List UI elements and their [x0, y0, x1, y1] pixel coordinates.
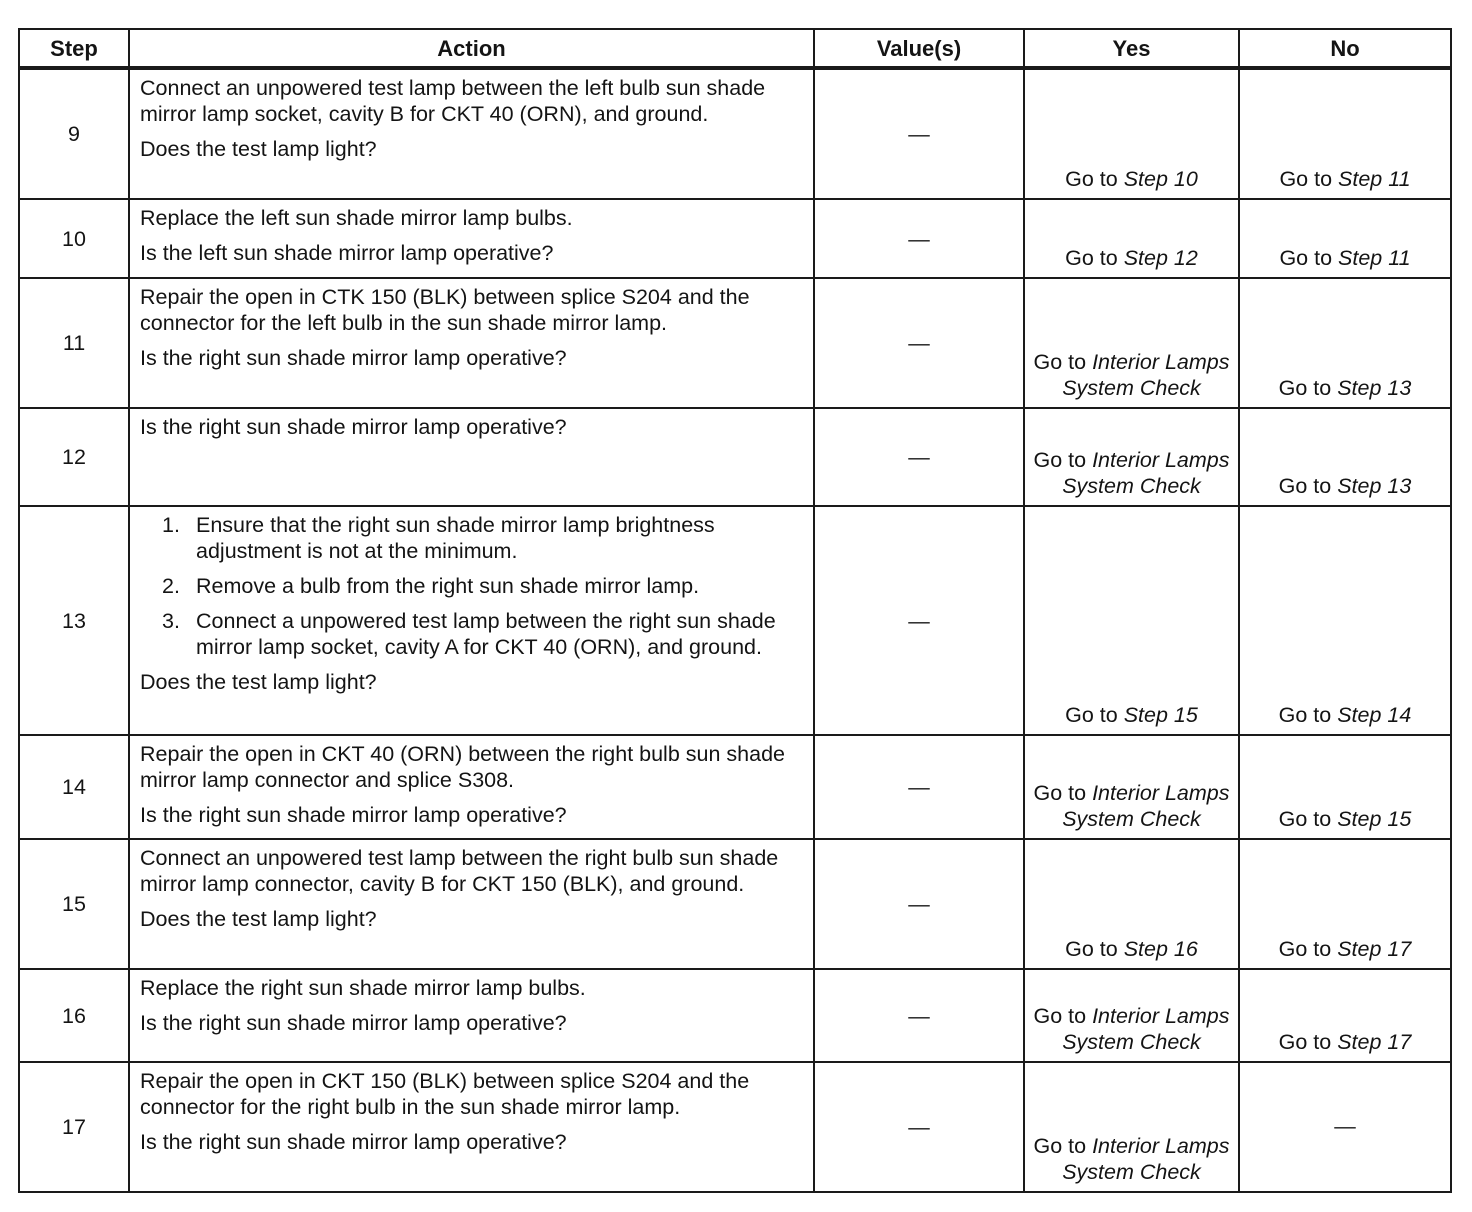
- no-cell: [1239, 408, 1451, 506]
- value-cell: —: [814, 408, 1024, 506]
- yes-prefix: Go to: [1065, 246, 1124, 270]
- action-text: Repair the open in CTK 150 (BLK) between splice S204 and the connector for the left bulb in the sun shade mirror lamp.: [140, 285, 750, 335]
- list-number: 3.: [162, 609, 180, 633]
- list-text: Ensure that the right sun shade mirror lamp brightness adjustment is not at the minimum.: [196, 513, 715, 563]
- no-target-link[interactable]: Step 11: [1338, 167, 1411, 191]
- no-prefix: Go to: [1278, 807, 1338, 831]
- no-target-link[interactable]: Step 17: [1337, 937, 1412, 961]
- no-prefix: Go to: [1279, 167, 1339, 191]
- list-text: Connect a unpowered test lamp between the right sun shade mirror lamp socket, cavity A for CKT 40 (ORN), and ground.: [196, 609, 776, 659]
- no-cell: [1239, 1062, 1451, 1192]
- action-question: Is the left sun shade mirror lamp operative?: [140, 241, 554, 265]
- yes-cell: [1024, 839, 1239, 969]
- action-question: Does the test lamp light?: [140, 137, 377, 161]
- yes-target-link[interactable]: Step 12: [1123, 246, 1198, 270]
- value-cell: —: [814, 969, 1024, 1062]
- table-row: [19, 408, 1451, 506]
- diagnostic-table-container: [18, 28, 1450, 1193]
- no-cell: [1239, 68, 1451, 199]
- value-cell: —: [814, 278, 1024, 408]
- table-row: [19, 68, 1451, 199]
- yes-target-link[interactable]: Interior Lamps System Check: [1062, 448, 1230, 498]
- header-yes: Yes: [1024, 29, 1239, 68]
- step-number: 10: [19, 199, 129, 278]
- list-item: [162, 512, 803, 564]
- table-row: [19, 278, 1451, 408]
- action-cell: [129, 408, 814, 506]
- value-cell: —: [814, 1062, 1024, 1192]
- yes-prefix: Go to: [1065, 703, 1124, 727]
- no-prefix: Go to: [1279, 246, 1339, 270]
- yes-target-link[interactable]: Interior Lamps System Check: [1062, 1004, 1230, 1054]
- yes-cell: [1024, 199, 1239, 278]
- action-question: Is the right sun shade mirror lamp operative?: [140, 1011, 567, 1035]
- no-prefix: Go to: [1278, 1030, 1338, 1054]
- action-text: Repair the open in CKT 40 (ORN) between the right bulb sun shade mirror lamp connector and splice S308.: [140, 742, 785, 792]
- table-row: [19, 969, 1451, 1062]
- no-target-link[interactable]: Step 15: [1337, 807, 1412, 831]
- header-action: Action: [129, 29, 814, 68]
- yes-cell: [1024, 735, 1239, 839]
- action-cell: [129, 839, 814, 969]
- step-number: 14: [19, 735, 129, 839]
- action-text: Connect an unpowered test lamp between the left bulb sun shade mirror lamp socket, cavity B for CKT 40 (ORN), and ground.: [140, 76, 766, 126]
- yes-cell: [1024, 1062, 1239, 1192]
- step-number: 15: [19, 839, 129, 969]
- table-row: [19, 506, 1451, 735]
- yes-target-link[interactable]: Step 16: [1123, 937, 1198, 961]
- action-cell: [129, 969, 814, 1062]
- list-number: 1.: [162, 513, 180, 537]
- yes-prefix: Go to: [1033, 1134, 1093, 1158]
- action-cell: [129, 68, 814, 199]
- table-row: [19, 735, 1451, 839]
- step-number: 16: [19, 969, 129, 1062]
- header-no: No: [1239, 29, 1451, 68]
- no-dash: —: [1334, 1114, 1356, 1138]
- no-target-link[interactable]: Step 11: [1338, 246, 1411, 270]
- list-number: 2.: [162, 574, 180, 598]
- yes-prefix: Go to: [1065, 937, 1124, 961]
- action-cell: [129, 278, 814, 408]
- action-cell: [129, 1062, 814, 1192]
- value-cell: —: [814, 839, 1024, 969]
- yes-target-link[interactable]: Step 15: [1123, 703, 1198, 727]
- yes-prefix: Go to: [1065, 167, 1124, 191]
- table-row: [19, 199, 1451, 278]
- no-cell: [1239, 839, 1451, 969]
- list-text: Remove a bulb from the right sun shade mirror lamp.: [196, 574, 700, 598]
- action-text: Replace the left sun shade mirror lamp bulbs.: [140, 206, 573, 230]
- action-question: Is the right sun shade mirror lamp operative?: [140, 346, 567, 370]
- value-cell: —: [814, 735, 1024, 839]
- no-cell: [1239, 199, 1451, 278]
- no-target-link[interactable]: Step 13: [1337, 474, 1412, 498]
- no-prefix: Go to: [1278, 474, 1338, 498]
- yes-cell: [1024, 408, 1239, 506]
- no-cell: [1239, 969, 1451, 1062]
- table-header-row: [19, 29, 1451, 68]
- list-item: [162, 608, 803, 660]
- list-item: [162, 573, 803, 599]
- step-number: 11: [19, 278, 129, 408]
- no-cell: [1239, 735, 1451, 839]
- action-question: Is the right sun shade mirror lamp operative?: [140, 803, 567, 827]
- step-number: 12: [19, 408, 129, 506]
- header-values: Value(s): [814, 29, 1024, 68]
- action-question: Does the test lamp light?: [140, 670, 377, 694]
- action-cell: [129, 735, 814, 839]
- yes-target-link[interactable]: Interior Lamps System Check: [1062, 350, 1230, 400]
- table-row: [19, 839, 1451, 969]
- step-number: 13: [19, 506, 129, 735]
- no-target-link[interactable]: Step 13: [1337, 376, 1412, 400]
- action-text: Connect an unpowered test lamp between the right bulb sun shade mirror lamp connector, cavity B for CKT 150 (BLK), and ground.: [140, 846, 779, 896]
- yes-cell: [1024, 506, 1239, 735]
- value-cell: —: [814, 506, 1024, 735]
- action-cell: [129, 199, 814, 278]
- no-target-link[interactable]: Step 14: [1337, 703, 1412, 727]
- no-target-link[interactable]: Step 17: [1337, 1030, 1412, 1054]
- table-row: [19, 1062, 1451, 1192]
- no-prefix: Go to: [1278, 703, 1338, 727]
- diagnostic-table: [18, 28, 1452, 1193]
- step-number: 9: [19, 68, 129, 199]
- value-cell: —: [814, 68, 1024, 199]
- yes-prefix: Go to: [1033, 350, 1093, 374]
- action-cell: [129, 506, 814, 735]
- step-number: 17: [19, 1062, 129, 1192]
- no-prefix: Go to: [1278, 376, 1338, 400]
- yes-prefix: Go to: [1033, 1004, 1093, 1028]
- action-text: Replace the right sun shade mirror lamp bulbs.: [140, 976, 586, 1000]
- yes-target-link[interactable]: Step 10: [1123, 167, 1198, 191]
- action-text: Is the right sun shade mirror lamp operative?: [140, 415, 567, 439]
- action-question: Is the right sun shade mirror lamp operative?: [140, 1130, 567, 1154]
- action-question: Does the test lamp light?: [140, 907, 377, 931]
- value-cell: —: [814, 199, 1024, 278]
- header-step: Step: [19, 29, 129, 68]
- yes-target-link[interactable]: Interior Lamps System Check: [1062, 781, 1230, 831]
- no-prefix: Go to: [1278, 937, 1338, 961]
- yes-target-link[interactable]: Interior Lamps System Check: [1062, 1134, 1230, 1184]
- action-text: Repair the open in CKT 150 (BLK) between splice S204 and the connector for the right bulb in the sun shade mirror lamp.: [140, 1069, 750, 1119]
- no-cell: [1239, 506, 1451, 735]
- yes-cell: [1024, 278, 1239, 408]
- yes-cell: [1024, 68, 1239, 199]
- numbered-list: [140, 512, 803, 660]
- no-cell: [1239, 278, 1451, 408]
- yes-prefix: Go to: [1033, 781, 1093, 805]
- yes-cell: [1024, 969, 1239, 1062]
- yes-prefix: Go to: [1033, 448, 1093, 472]
